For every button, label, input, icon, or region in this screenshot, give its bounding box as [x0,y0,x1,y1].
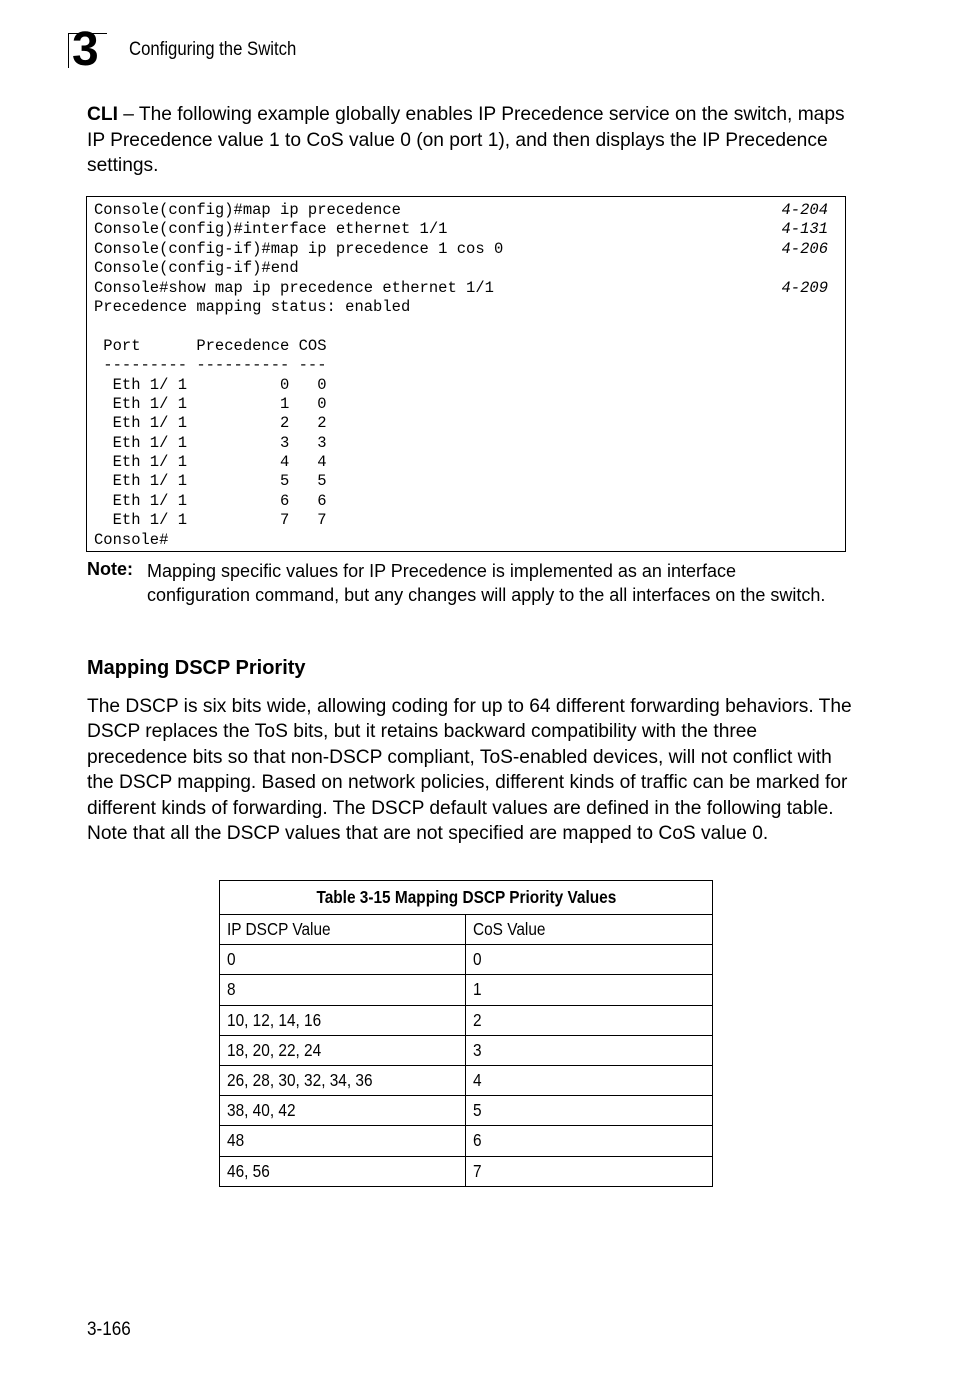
command-page-reference: 4-204 [781,201,828,219]
code-line: Eth 1/ 1 2 2 [94,414,327,433]
note-text: Mapping specific values for IP Precedence is implemented as an interface configuration command, but any changes will apply to the all interfaces on the switch. [147,561,826,605]
cos-value-cell: 2 [466,1005,713,1035]
dscp-value-cell: 48 [220,1126,466,1156]
code-line: Console(config)#interface ethernet 1/1 [94,220,448,239]
table-header-dscp: IP DSCP Value [220,915,466,945]
cos-value-cell: 6 [466,1126,713,1156]
table-header-row [220,915,713,945]
command-page-reference [781,259,828,278]
command-page-reference: 4-131 [781,220,828,239]
code-line: Eth 1/ 1 3 3 [94,433,327,452]
table-row [220,1065,713,1095]
code-line: Console# [94,530,169,549]
page-number: 3-166 [87,1319,131,1340]
command-page-reference: 4-209 [781,278,828,297]
code-line: Eth 1/ 1 6 6 [94,491,327,510]
code-line: --------- ---------- --- [94,356,327,375]
code-line: Precedence mapping status: enabled [94,297,411,316]
code-line [94,317,503,336]
code-line: Eth 1/ 1 4 4 [94,453,327,472]
cos-value-cell: 1 [466,975,713,1005]
cos-value-cell: 7 [466,1156,713,1186]
dscp-value-cell: 18, 20, 22, 24 [220,1035,466,1065]
note-label: Note: [87,559,133,579]
dscp-value-cell: 8 [220,975,466,1005]
section-paragraph: The DSCP is six bits wide, allowing coding for up to 64 different forwarding behaviors. The DSCP replaces the ToS bits, but it retains backward compatibility with the three precedence bits so that non-DSCP compliant, ToS-enabled devices, will not conflict with the DSCP mapping. Based on network policies, different kinds of traffic can be marked for different kinds of forwarding. The DSCP default values are defined in the following table. Note that all the DSCP values that are not specified are mapped to CoS value 0. [87,696,852,845]
code-line: Console#show map ip precedence ethernet 1/1 [94,278,494,297]
dscp-value-cell: 38, 40, 42 [220,1096,466,1126]
chapter-marker [68,23,107,76]
chapter-number: 3 [72,23,99,76]
intro-paragraph [87,102,857,179]
dscp-priority-table [219,880,713,1187]
table-header-cos: CoS Value [466,915,713,945]
code-line: Eth 1/ 1 1 0 [94,394,327,413]
code-line: Console(config-if)#end [94,259,299,278]
table-row [220,975,713,1005]
intro-text: – The following example globally enables IP Precedence service on the switch, maps IP Precedence value 1 to CoS value 0 (on port 1), and then displays the IP Precedence settings. [87,104,845,176]
intro-label: CLI [87,104,118,125]
table-row [220,1156,713,1186]
table-body [220,945,713,1187]
table-caption-row [220,881,713,915]
dscp-value-cell: 46, 56 [220,1156,466,1186]
table-row [220,945,713,975]
cos-value-cell: 4 [466,1065,713,1095]
cli-page-references [781,201,828,298]
table-caption: Table 3-15 Mapping DSCP Priority Values [220,881,713,915]
running-header-title: Configuring the Switch [129,39,297,60]
command-page-reference: 4-206 [781,239,828,258]
table-row [220,1096,713,1126]
dscp-value-cell: 10, 12, 14, 16 [220,1005,466,1035]
cli-code-lines [94,201,503,550]
code-line: Eth 1/ 1 5 5 [94,472,327,491]
code-line: Console(config-if)#map ip precedence 1 cos 0 [94,239,504,258]
table-row [220,1005,713,1035]
dscp-value-cell: 26, 28, 30, 32, 34, 36 [220,1065,466,1095]
cos-value-cell: 5 [466,1096,713,1126]
cos-value-cell: 0 [466,945,713,975]
code-line: Eth 1/ 1 7 7 [94,511,327,530]
code-line: Eth 1/ 1 0 0 [94,375,327,394]
cli-example-box [86,196,846,552]
table-row [220,1035,713,1065]
dscp-value-cell: 0 [220,945,466,975]
code-line: Port Precedence COS [94,336,327,355]
section-heading: Mapping DSCP Priority [87,657,306,679]
cos-value-cell: 3 [466,1035,713,1065]
table-row [220,1126,713,1156]
code-line: Console(config)#map ip precedence [94,201,401,219]
